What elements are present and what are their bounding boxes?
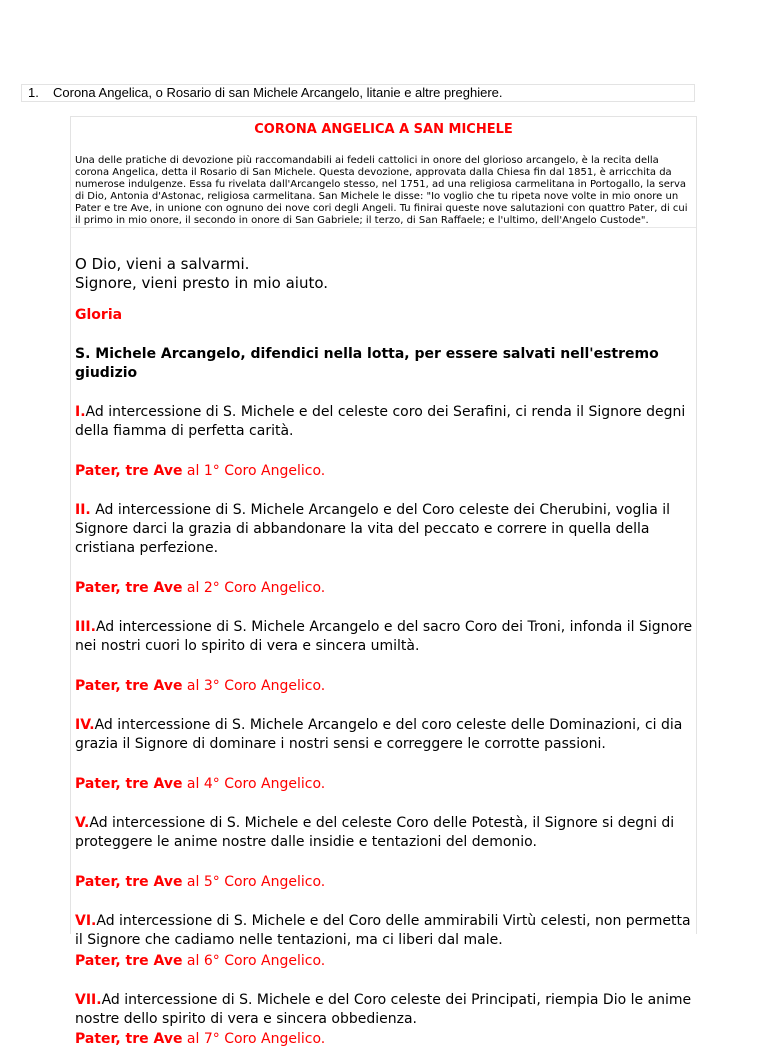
opening-line-1: O Dio, vieni a salvarmi. [75,255,250,273]
pater-suffix: al 7° Coro Angelico. [182,1031,326,1047]
prayer-card [70,116,697,1047]
prayer-text: Ad intercessione di S. Michele Arcangelo e del coro celeste delle Dominazioni, ci dia grazia il Signore di dominare i nostri sensi e correggere le corrotte passioni. [75,717,683,752]
pater-line-3 [75,677,695,696]
pater-label: Pater, tre Ave [75,874,183,890]
prayer-text: Ad intercessione di S. Michele e del Coro delle ammirabili Virtù celesti, non permetta il Signore che cadiamo nelle tentazioni, ma ci liberi dal male. [75,913,691,948]
prayer-7 [75,991,695,1029]
prayer-2 [75,501,695,558]
pater-line-4 [75,775,695,794]
pater-label: Pater, tre Ave [75,463,183,479]
prayer-6 [75,912,695,950]
invocation: S. Michele Arcangelo, difendici nella lotta, per essere salvati nell'estremo giudizio [75,346,659,381]
pater-label: Pater, tre Ave [75,953,183,969]
list-item-number: 1. [28,85,39,100]
prayer-numeral: I. [75,404,86,420]
pater-line-7 [75,1030,695,1049]
list-item-text: Corona Angelica, o Rosario di san Michele Arcangelo, litanie e altre preghiere. [53,85,503,100]
gloria-heading: Gloria [75,307,123,323]
prayer-numeral: VII. [75,992,102,1008]
pater-line-2 [75,579,695,598]
divider [71,227,696,228]
pater-line-1 [75,462,695,481]
pater-suffix: al 2° Coro Angelico. [182,580,326,596]
opening-line-2: Signore, vieni presto in mio aiuto. [75,274,329,292]
prayer-5 [75,814,695,852]
pater-suffix: al 6° Coro Angelico. [182,953,326,969]
pater-suffix: al 3° Coro Angelico. [182,678,326,694]
pater-suffix: al 1° Coro Angelico. [182,463,326,479]
prayer-numeral: IV. [75,717,95,733]
prayer-numeral: VI. [75,913,97,929]
pater-label: Pater, tre Ave [75,776,183,792]
prayer-text: Ad intercessione di S. Michele Arcangelo e del Coro celeste dei Cherubini, voglia il Signore darci la grazia di abbandonare la vita del peccato e correre in quella della cristiana perfezione. [75,502,671,556]
pater-line-5 [75,873,695,892]
pater-label: Pater, tre Ave [75,580,183,596]
prayer-text: Ad intercessione di S. Michele e del Coro celeste dei Principati, riempia Dio le anime nostre dello spirito di vera e sincera obbedienza. [75,992,692,1027]
intro-paragraph: Una delle pratiche di devozione più raccomandabili ai fedeli cattolici in onore del glorioso arcangelo, è la recita della corona Angelica, detta il Rosario di San Michele. Questa devozione, approvata dalla Chiesa fin dal 1851, è arricchita da numerose indulgenze. Essa fu rivelata dall'Arcangelo stesso, nel 1751, ad una religiosa carmelitana in Portogallo, la serva di Dio, Antonia d'Astonac, religiosa carmelitana. San Michele le disse: "Io voglio che tu ripeta nove volte in mio onore un Pater e tre Ave, in unione con ognuno dei nove cori degli Angeli. Tu finirai queste nove salutazioni con quattro Pater, di cui il primo in mio onore, il secondo in onore di San Gabriele; il terzo, di San Raffaele; e l'ultimo, dell'Angelo Custode". [75,155,688,226]
pater-label: Pater, tre Ave [75,678,183,694]
prayer-text: Ad intercessione di S. Michele e del celeste Coro delle Potestà, il Signore si degni di proteggere le anime nostre dalle insidie e tentazioni del demonio. [75,815,675,850]
prayer-1 [75,403,695,441]
list-item [21,84,695,102]
pater-suffix: al 5° Coro Angelico. [182,874,326,890]
prayer-numeral: II. [75,502,91,518]
opening-verse [75,255,695,293]
prayer-numeral: V. [75,815,90,831]
pater-line-6 [75,952,695,971]
prayer-numeral: III. [75,619,96,635]
prayer-text: Ad intercessione di S. Michele e del celeste coro dei Serafini, ci renda il Signore degni della fiamma di perfetta carità. [75,404,686,439]
prayer-3 [75,618,695,656]
pater-label: Pater, tre Ave [75,1031,183,1047]
prayer-4 [75,716,695,754]
card-title: CORONA ANGELICA A SAN MICHELE [254,122,513,137]
prayer-text: Ad intercessione di S. Michele Arcangelo e del sacro Coro dei Troni, infonda il Signore nei nostri cuori lo spirito di vera e sincera umiltà. [75,619,693,654]
pater-suffix: al 4° Coro Angelico. [182,776,326,792]
